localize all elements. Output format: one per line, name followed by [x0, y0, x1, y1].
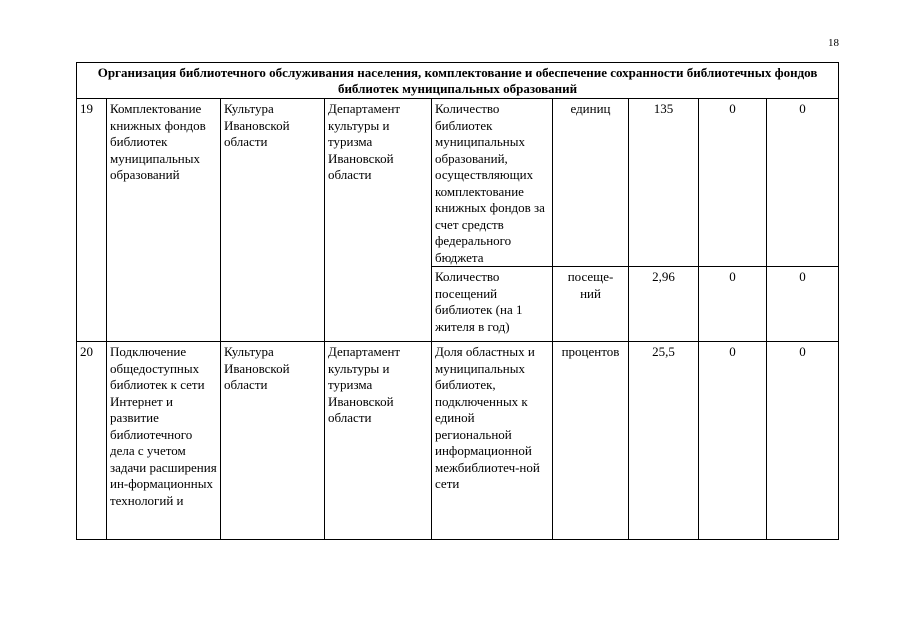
- value-cell-2: 0: [699, 342, 767, 540]
- page-number: 18: [828, 37, 839, 49]
- value-cell-3: 0: [767, 342, 839, 540]
- value-cell-1: 135: [629, 99, 699, 267]
- document-table: [76, 62, 839, 540]
- value-cell-2: 0: [699, 99, 767, 267]
- unit-cell: единиц: [553, 99, 629, 267]
- table-row: [77, 342, 839, 540]
- area-cell: Культура Ивановской области: [221, 99, 325, 342]
- indicator-name-cell: Количество посещений библиотек (на 1 жителя в год): [432, 267, 553, 342]
- value-cell-1: 2,96: [629, 267, 699, 342]
- indicator-name-cell: Количество библиотек муниципальных образований, осуществляющих комплектование книжных фондов за счет средств федерального бюджета: [432, 99, 553, 267]
- value-cell-1: 25,5: [629, 342, 699, 540]
- row-number: 20: [77, 342, 107, 540]
- event-cell: Подключение общедоступных библиотек к сети Интернет и развитие библиотечного дела с учетом задачи расширения ин-формационных технологий и: [107, 342, 221, 540]
- row-number: 19: [77, 99, 107, 342]
- indicator-name-cell: Доля областных и муниципальных библиотек, подключенных к единой региональной информационной межбиблиотеч-ной сети: [432, 342, 553, 540]
- table-row: [77, 99, 839, 267]
- executor-cell: Департамент культуры и туризма Ивановской области: [325, 342, 432, 540]
- event-cell: Комплектование книжных фондов библиотек муниципальных образований: [107, 99, 221, 342]
- executor-cell: Департамент культуры и туризма Ивановской области: [325, 99, 432, 342]
- section-header-row: [77, 63, 839, 99]
- value-cell-3: 0: [767, 99, 839, 267]
- unit-cell: посеще- ний: [553, 267, 629, 342]
- section-title: Организация библиотечного обслуживания населения, комплектование и обеспечение сохранности библиотечных фондов библиотек муниципальных образований: [77, 63, 839, 99]
- area-cell: Культура Ивановской области: [221, 342, 325, 540]
- unit-cell: процентов: [553, 342, 629, 540]
- value-cell-2: 0: [699, 267, 767, 342]
- value-cell-3: 0: [767, 267, 839, 342]
